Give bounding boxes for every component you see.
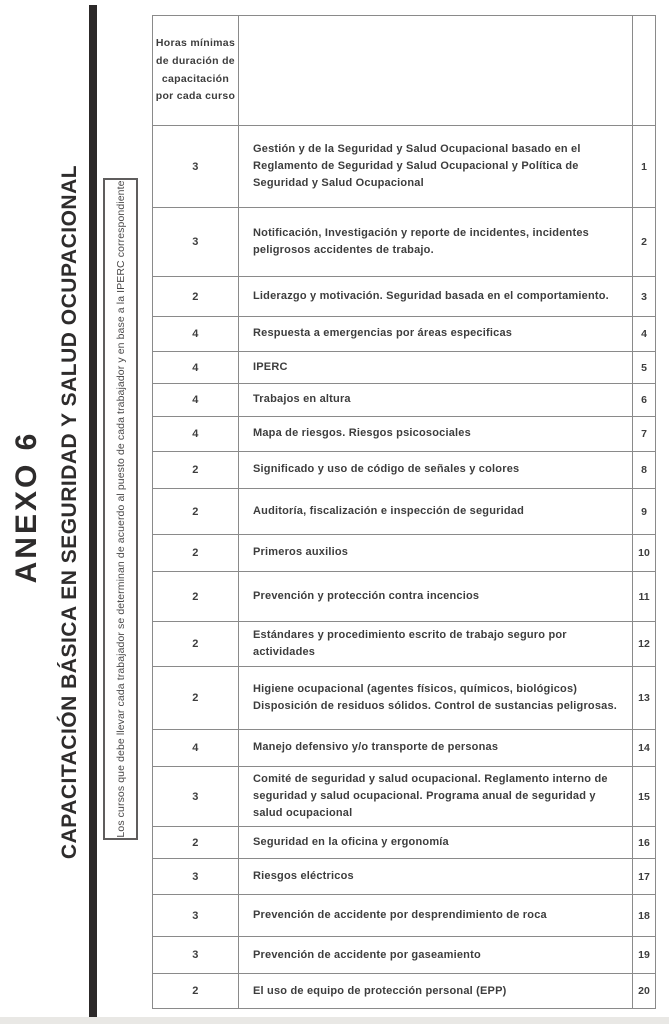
table-row [153,208,656,277]
course-cell: Higiene ocupacional (agentes físicos, químicos, biológicos) Disposición de residuos sólidos. Control de sustancias peligrosas. [239,667,633,730]
row-number-cell: 7 [633,417,656,452]
table-row [153,859,656,895]
table-row [153,417,656,452]
hours-cell: 3 [153,767,239,827]
table-header-row [153,16,656,126]
row-number-cell: 4 [633,317,656,352]
row-number-cell: 9 [633,489,656,535]
table-row [153,126,656,208]
table-row [153,572,656,622]
table-row [153,535,656,572]
hours-cell: 2 [153,489,239,535]
course-cell: Auditoría, fiscalización e inspección de seguridad [239,489,633,535]
hours-cell: 2 [153,622,239,667]
hours-cell: 4 [153,730,239,767]
course-cell: Liderazgo y motivación. Seguridad basada en el comportamiento. [239,277,633,317]
table-row [153,277,656,317]
hours-cell: 2 [153,572,239,622]
vertical-divider-bar [89,5,97,1017]
table-row [153,937,656,974]
table-row [153,622,656,667]
anexo-heading: ANEXO 6 [10,430,43,584]
note-box [103,178,138,840]
course-cell: Significado y uso de código de señales y colores [239,452,633,489]
course-cell: El uso de equipo de protección personal (EPP) [239,974,633,1009]
course-cell: Manejo defensivo y/o transporte de personas [239,730,633,767]
row-number-cell: 3 [633,277,656,317]
hours-cell: 3 [153,208,239,277]
table-row [153,384,656,417]
row-number-cell: 1 [633,126,656,208]
row-number-cell: 5 [633,352,656,384]
row-number-cell: 12 [633,622,656,667]
hours-cell: 4 [153,317,239,352]
course-cell: Mapa de riesgos. Riesgos psicosociales [239,417,633,452]
row-number-cell: 2 [633,208,656,277]
hours-cell: 3 [153,895,239,937]
hours-cell: 2 [153,535,239,572]
course-cell: IPERC [239,352,633,384]
hours-cell: 2 [153,667,239,730]
course-cell: Prevención y protección contra incencios [239,572,633,622]
row-number-cell: 8 [633,452,656,489]
hours-cell: 4 [153,417,239,452]
course-header-cell [239,16,633,126]
row-number-cell: 13 [633,667,656,730]
row-number-cell: 16 [633,827,656,859]
row-number-cell: 10 [633,535,656,572]
course-cell: Notificación, Investigación y reporte de incidentes, incidentes peligrosos accidentes de trabajo. [239,208,633,277]
hours-header-cell: Horas mínimas de duración de capacitación por cada curso [153,16,239,126]
course-cell: Seguridad en la oficina y ergonomía [239,827,633,859]
table-row [153,667,656,730]
course-cell: Comité de seguridad y salud ocupacional. Reglamento interno de seguridad y salud ocupacional. Programa anual de seguridad y salud ocupacional [239,767,633,827]
note-text: Los cursos que debe llevar cada trabajador se determinan de acuerdo al puesto de cada trabajador y en base a la IPERC correspondiente [115,180,127,838]
courses-table [152,15,656,1009]
main-title: CAPACITACIÓN BÁSICA EN SEGURIDAD Y SALUD OCUPACIONAL [58,164,81,860]
course-cell: Prevención de accidente por desprendimiento de roca [239,895,633,937]
hours-cell: 2 [153,974,239,1009]
table-row [153,827,656,859]
row-number-cell: 14 [633,730,656,767]
hours-cell: 4 [153,384,239,417]
row-number-cell: 19 [633,937,656,974]
table-row [153,730,656,767]
row-number-cell: 20 [633,974,656,1009]
hours-cell: 4 [153,352,239,384]
course-cell: Respuesta a emergencias por áreas especificas [239,317,633,352]
row-number-cell: 18 [633,895,656,937]
table-row [153,974,656,1009]
page-edge-shadow [0,1017,669,1024]
course-cell: Primeros auxilios [239,535,633,572]
hours-cell: 3 [153,937,239,974]
course-cell: Prevención de accidente por gaseamiento [239,937,633,974]
row-number-cell: 17 [633,859,656,895]
table-row [153,317,656,352]
hours-cell: 3 [153,859,239,895]
course-cell: Trabajos en altura [239,384,633,417]
table-row [153,489,656,535]
row-number-cell: 11 [633,572,656,622]
table-row [153,895,656,937]
course-cell: Gestión y de la Seguridad y Salud Ocupacional basado en el Reglamento de Seguridad y Salud Ocupacional y Política de Seguridad y Salud Ocupacional [239,126,633,208]
row-number-cell: 15 [633,767,656,827]
hours-cell: 2 [153,452,239,489]
table-row [153,767,656,827]
hours-cell: 2 [153,277,239,317]
hours-cell: 2 [153,827,239,859]
hours-cell: 3 [153,126,239,208]
table-row [153,452,656,489]
header-ghost-cell [633,16,656,126]
course-cell: Estándares y procedimiento escrito de trabajo seguro por actividades [239,622,633,667]
row-number-cell: 6 [633,384,656,417]
course-cell: Riesgos eléctricos [239,859,633,895]
table-row [153,352,656,384]
